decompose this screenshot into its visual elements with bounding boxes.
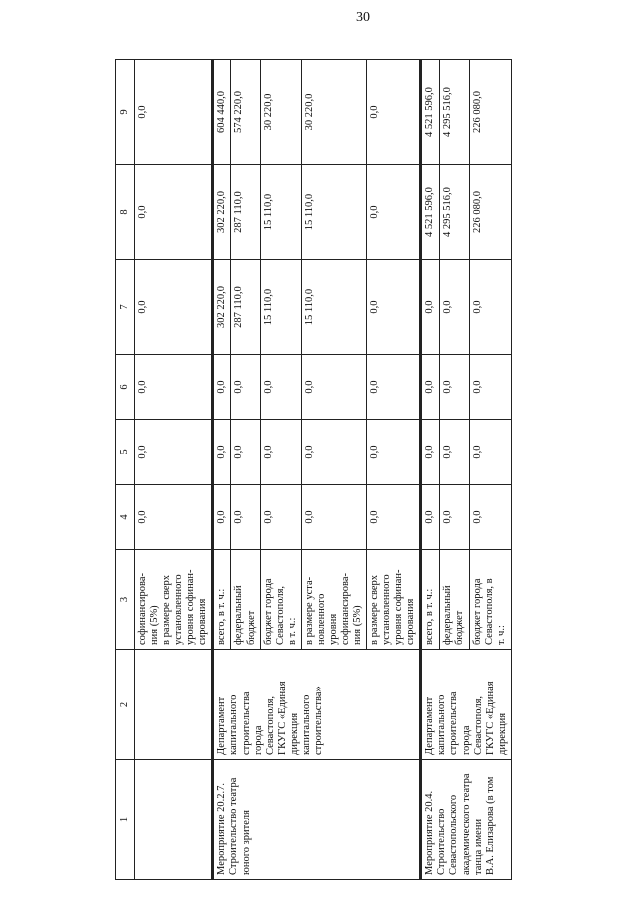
value-cell: 302 220,0 [213,165,231,260]
value-cell: 0,0 [301,485,366,550]
value-cell: 0,0 [231,355,260,420]
measure-cell: Мероприятие 20.2.7. Строительство театра юного зрителя [213,760,421,880]
value-cell: 0,0 [469,355,511,420]
value-cell: 226 080,0 [469,60,511,165]
value-cell: 0,0 [367,485,421,550]
value-cell: 0,0 [135,420,213,485]
value-cell: 0,0 [367,260,421,355]
value-cell: 0,0 [439,420,469,485]
value-cell: 4 521 596,0 [421,165,439,260]
value-cell: 0,0 [301,355,366,420]
value-cell: 4 521 596,0 [421,60,439,165]
funding-source-cell: софинансирова- ния (5%) в размере сверх установленного уровня софинан- сирования [135,550,213,650]
value-cell: 0,0 [260,485,301,550]
funding-source-cell: бюджет города Севастополя, в т. ч.: [469,550,511,650]
value-cell: 4 295 516,0 [439,60,469,165]
value-cell: 0,0 [421,420,439,485]
value-cell: 226 080,0 [469,165,511,260]
value-cell: 0,0 [213,485,231,550]
col-header: 3 [116,550,135,650]
funding-source-cell: всего, в т. ч.: [213,550,231,650]
value-cell: 0,0 [301,420,366,485]
col-header: 1 [116,760,135,880]
value-cell: 0,0 [213,355,231,420]
budget-table [115,59,512,880]
value-cell: 0,0 [135,60,213,165]
value-cell: 287 110,0 [231,260,260,355]
value-cell: 15 110,0 [301,165,366,260]
value-cell: 0,0 [135,165,213,260]
value-cell: 15 110,0 [260,260,301,355]
value-cell: 287 110,0 [231,165,260,260]
funding-source-cell: всего, в т. ч.: [421,550,439,650]
value-cell: 604 440,0 [213,60,231,165]
value-cell: 15 110,0 [301,260,366,355]
executor-cell: Департамент капитального строительства города Севастополя, ГКУГС «Единая дирекция [421,650,511,760]
col-header: 9 [116,60,135,165]
header-row [116,60,135,880]
funding-source-cell: в размере уста- новленного уровня софинансирова- ния (5%) [301,550,366,650]
value-cell: 0,0 [469,260,511,355]
value-cell: 0,0 [231,420,260,485]
col-header: 5 [116,420,135,485]
value-cell: 0,0 [421,485,439,550]
funding-source-cell: бюджет города Севастополя, в т. ч.: [260,550,301,650]
value-cell: 0,0 [231,485,260,550]
value-cell: 0,0 [367,420,421,485]
col-header: 7 [116,260,135,355]
value-cell: 0,0 [135,485,213,550]
value-cell: 30 220,0 [301,60,366,165]
value-cell: 0,0 [421,355,439,420]
value-cell: 0,0 [213,420,231,485]
value-cell: 0,0 [439,485,469,550]
value-cell: 0,0 [439,260,469,355]
value-cell: 0,0 [367,60,421,165]
table-row [135,60,213,880]
value-cell: 0,0 [421,260,439,355]
value-cell: 0,0 [135,260,213,355]
value-cell: 0,0 [367,355,421,420]
col-header: 2 [116,650,135,760]
value-cell: 0,0 [367,165,421,260]
table-row [421,60,439,880]
value-cell: 0,0 [469,485,511,550]
value-cell: 0,0 [260,420,301,485]
value-cell: 574 220,0 [231,60,260,165]
value-cell: 15 110,0 [260,165,301,260]
funding-source-cell: федеральный бюджет [231,550,260,650]
measure-cell [135,760,213,880]
value-cell: 0,0 [469,420,511,485]
col-header: 6 [116,355,135,420]
value-cell: 0,0 [135,355,213,420]
col-header: 8 [116,165,135,260]
measure-cell: Мероприятие 20.4. Строительство Севастопольского академического театра танца имени В.А. Елизарова (в том [421,760,511,880]
col-header: 4 [116,485,135,550]
value-cell: 4 295 516,0 [439,165,469,260]
executor-cell [135,650,213,760]
page-number: 30 [356,10,370,25]
funding-source-cell: в размере сверх установленного уровня софинан- сирования [367,550,421,650]
value-cell: 302 220,0 [213,260,231,355]
funding-source-cell: федеральный бюджет [439,550,469,650]
value-cell: 30 220,0 [260,60,301,165]
value-cell: 0,0 [260,355,301,420]
rotated-table-wrapper [115,60,508,880]
executor-cell: Департамент капитального строительства города Севастополя, ГКУГС «Единая дирекция капитального строительства» [213,650,421,760]
value-cell: 0,0 [439,355,469,420]
table-row [213,60,231,880]
